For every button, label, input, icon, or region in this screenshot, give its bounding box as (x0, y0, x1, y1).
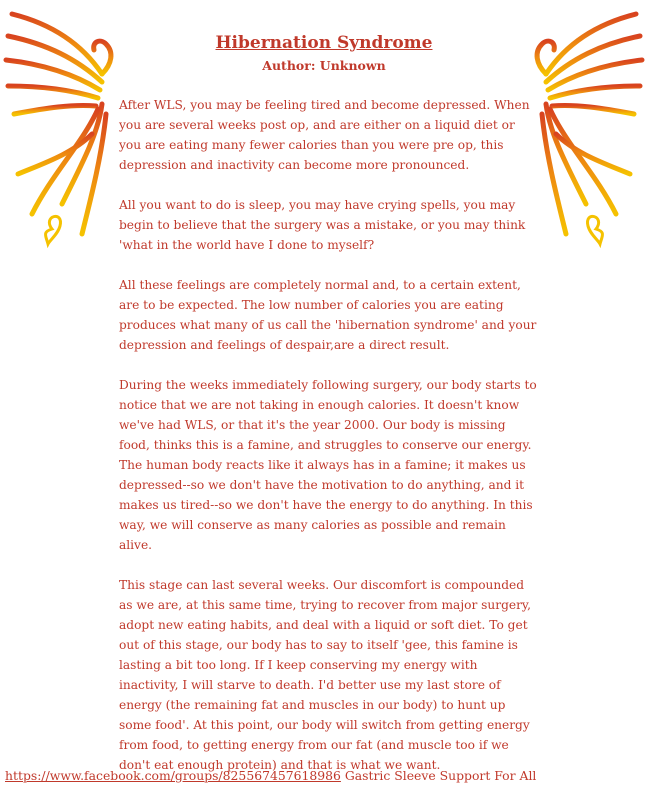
paragraph: This stage can last several weeks. Our discomfort is compounded as we are, at this same time, trying to recover from major surgery, adopt new eating habits, and deal with a liquid or soft diet. To get out of this stage, our body has to say to itself 'gee, this famine is lasting a bit too long. If I keep conserving my energy with inactivity, I will starve to death. I'd better use my last store of energy (the remaining fat and muscles in our body) to hunt up some food'. At this point, our body will switch from getting energy from food, to getting energy from our fat (and muscle too if we don't eat enough protein) and that is what we want. (119, 578, 532, 772)
footer (5, 768, 647, 783)
article-body (119, 95, 539, 795)
author-line: Author: Unknown (262, 58, 386, 73)
facebook-group-link[interactable]: https://www.facebook.com/groups/825567457618986 (5, 768, 341, 783)
paragraph: After WLS, you may be feeling tired and become depressed. When you are several weeks post op, and are either on a liquid diet or you are eating many fewer calories than you were pre op, this depression and inactivity can become more pronounced. (119, 98, 530, 172)
paragraph: All you want to do is sleep, you may have crying spells, you may begin to believe that the surgery was a mistake, or you may think 'what in the world have I done to myself? (119, 198, 526, 252)
page-title: Hibernation Syndrome (215, 33, 433, 53)
paragraph: All these feelings are completely normal and, to a certain extent, are to be expected. The low number of calories you are eating produces what many of us call the 'hibernation syndrome' and your depression and feelings of despair,are a direct result. (119, 278, 537, 352)
group-name: Gastric Sleeve Support For All (340, 768, 537, 783)
paragraph: During the weeks immediately following surgery, our body starts to notice that we are not taking in enough calories. It doesn't know we've had WLS, or that it's the year 2000. Our body is missing food, thinks this is a famine, and struggles to conserve our energy. The human body reacts like it always has in a famine; it makes us depressed--so we don't have the motivation to do anything, and it makes us tired--so we don't have the energy to do anything. In this way, we will conserve as many calories as possible and remain alive. (119, 378, 537, 552)
